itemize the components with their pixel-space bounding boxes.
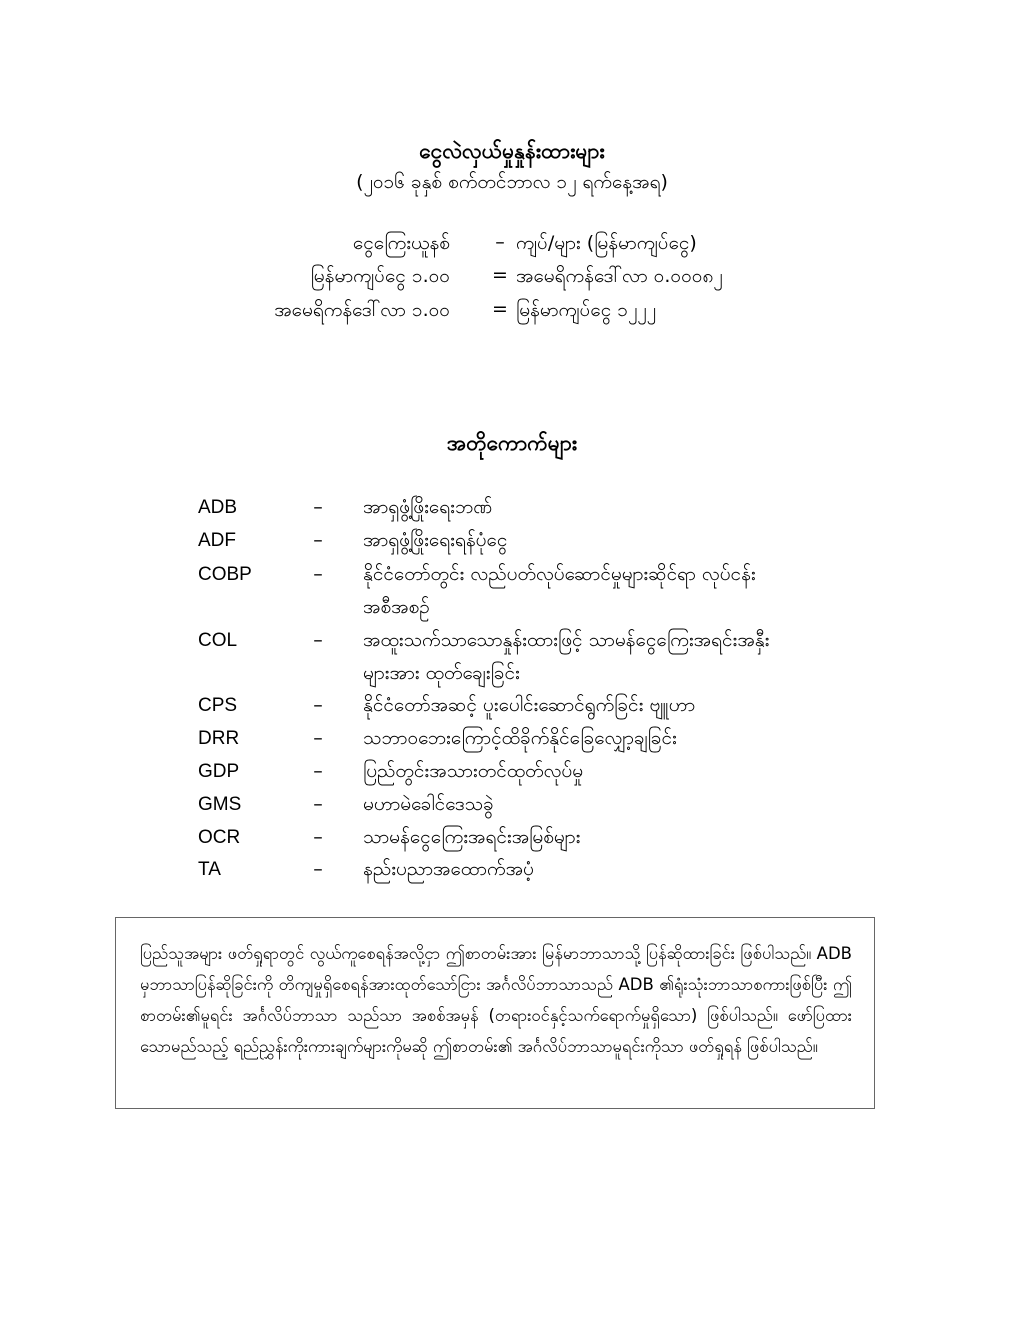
abbreviation-dash: –: [313, 496, 323, 518]
currency-title: ငွေလဲလှယ်မှုနှုန်းထားများ: [419, 139, 605, 163]
currency-row-right: အမေရိကန်ဒေါ်လာ ၀.၀၀၀၈၂: [516, 265, 723, 287]
currency-date: (၂၀၁၆ ခုနှစ် စက်တင်ဘာလ ၁၂ ရက်နေ့အရ): [356, 171, 668, 193]
abbreviation-code: COL: [198, 630, 238, 651]
abbreviation-dash: –: [313, 694, 323, 716]
currency-row: [0, 231, 1024, 265]
currency-row-right: ကျပ်/များ (မြန်မာကျပ်ငွေ): [516, 232, 697, 254]
abbreviation-definition: အာရှဖွံ့ဖြိုးရေးဘဏ်: [363, 496, 493, 518]
abbreviation-definition: နိုင်ငံတော်အဆင့် ပူးပေါင်းဆောင်ရွက်ခြင်း ဗျူဟာ: [363, 694, 696, 716]
abbreviation-dash: –: [313, 529, 323, 551]
abbreviation-item: [198, 821, 818, 854]
translation-note-text: ပြည်သူအများ ဖတ်ရှုရာတွင် လွယ်ကူစေရန်အလို့ငှာ ဤစာတမ်းအား မြန်မာဘာသာသို့ ပြန်ဆိုထားခြင်း ဖြစ်ပါသည်။ ADB မှဘာသာပြန်ဆိုခြင်းကို တိကျမှုရှိစေရန်အားထုတ်သော်ငြား အင်္ဂလိပ်ဘာသာသည် ADB ၏ရုံးသုံးဘာသာစကားဖြစ်ပြီး ဤစာတမ်း၏မူရင်း အင်္ဂလိပ်ဘာသာ သည်သာ အစစ်အမှန် (တရားဝင်နှင့်သက်ရောက်မှုရှိသော) ဖြစ်ပါသည်။ ဖော်ပြထားသောမည်သည့် ရည်ညွှန်းကိုးကားချက်များကိုမဆို ဤစာတမ်း၏ အင်္ဂလိပ်ဘာသာမူရင်းကိုသာ ဖတ်ရှုရန် ဖြစ်ပါသည်။: [140, 944, 852, 1056]
abbreviation-code: ADB: [198, 497, 238, 518]
abbreviation-item: [198, 853, 818, 886]
abbreviation-item: [198, 689, 818, 722]
abbreviations-title: အတိုကောက်များ: [446, 431, 578, 455]
abbreviation-definition: မဟာမဲခေါင်ဒေသခွဲ: [363, 793, 494, 815]
currency-row: [0, 298, 1024, 332]
abbreviation-definition: နည်းပညာအထောက်အပံ့: [363, 858, 534, 880]
abbreviation-definition: အာရှဖွံ့ဖြိုးရေးရန်ပုံငွေ: [363, 529, 508, 551]
abbreviation-definition: နိုင်ငံတော်တွင်း လည်ပတ်လုပ်ဆောင်မှုများဆိုင်ရာ လုပ်ငန်းအစီအစဉ်: [363, 563, 756, 618]
abbreviation-dash: –: [313, 858, 323, 880]
translation-note-box: [115, 917, 875, 1109]
abbreviation-dash: –: [313, 826, 323, 848]
abbreviation-dash: –: [313, 563, 323, 585]
abbreviation-definition: သာမန်ငွေကြေးအရင်းအမြစ်များ: [363, 826, 581, 848]
abbreviation-dash: –: [313, 760, 323, 782]
abbreviation-code: DRR: [198, 728, 240, 749]
abbreviation-dash: –: [313, 793, 323, 815]
abbreviation-dash: –: [313, 629, 323, 651]
abbreviation-item: [198, 788, 818, 821]
abbreviation-code: CPS: [198, 695, 238, 716]
currency-row-left: အမေရိကန်ဒေါ်လာ ၁.၀၀: [274, 299, 450, 321]
abbreviation-item: [198, 558, 818, 624]
abbreviation-code: GDP: [198, 761, 240, 782]
abbreviation-item: [198, 624, 818, 690]
abbreviation-code: TA: [198, 859, 221, 880]
abbreviation-code: COBP: [198, 564, 252, 585]
currency-row-separator: –: [495, 231, 505, 253]
currency-row-left: ငွေကြေးယူနစ်: [352, 232, 450, 254]
abbreviation-code: GMS: [198, 794, 242, 815]
currency-row: [0, 264, 1024, 298]
abbreviation-item: [198, 491, 818, 524]
abbreviation-code: OCR: [198, 827, 241, 848]
abbreviation-item: [198, 755, 818, 788]
currency-row-left: မြန်မာကျပ်ငွေ ၁.၀၀: [310, 265, 450, 287]
abbreviation-dash: –: [313, 727, 323, 749]
abbreviation-definition: သဘာဝဘေးကြောင့်ထိခိုက်နိုင်ခြေလျှော့ချခြင်း: [363, 727, 677, 749]
abbreviation-definition: ပြည်တွင်းအသားတင်ထုတ်လုပ်မှု: [363, 760, 584, 782]
currency-row-separator: =: [492, 298, 508, 320]
abbreviation-code: ADF: [198, 530, 236, 551]
abbreviation-item: [198, 722, 818, 755]
currency-row-separator: =: [492, 264, 508, 286]
currency-row-right: မြန်မာကျပ်ငွေ ၁၂၂၂: [516, 299, 656, 321]
abbreviation-definition: အထူးသက်သာသောနှုန်းထားဖြင့် သာမန်ငွေကြေးအရင်းအနှီးများအား ထုတ်ချေးခြင်း: [363, 629, 770, 684]
abbreviation-item: [198, 524, 818, 557]
